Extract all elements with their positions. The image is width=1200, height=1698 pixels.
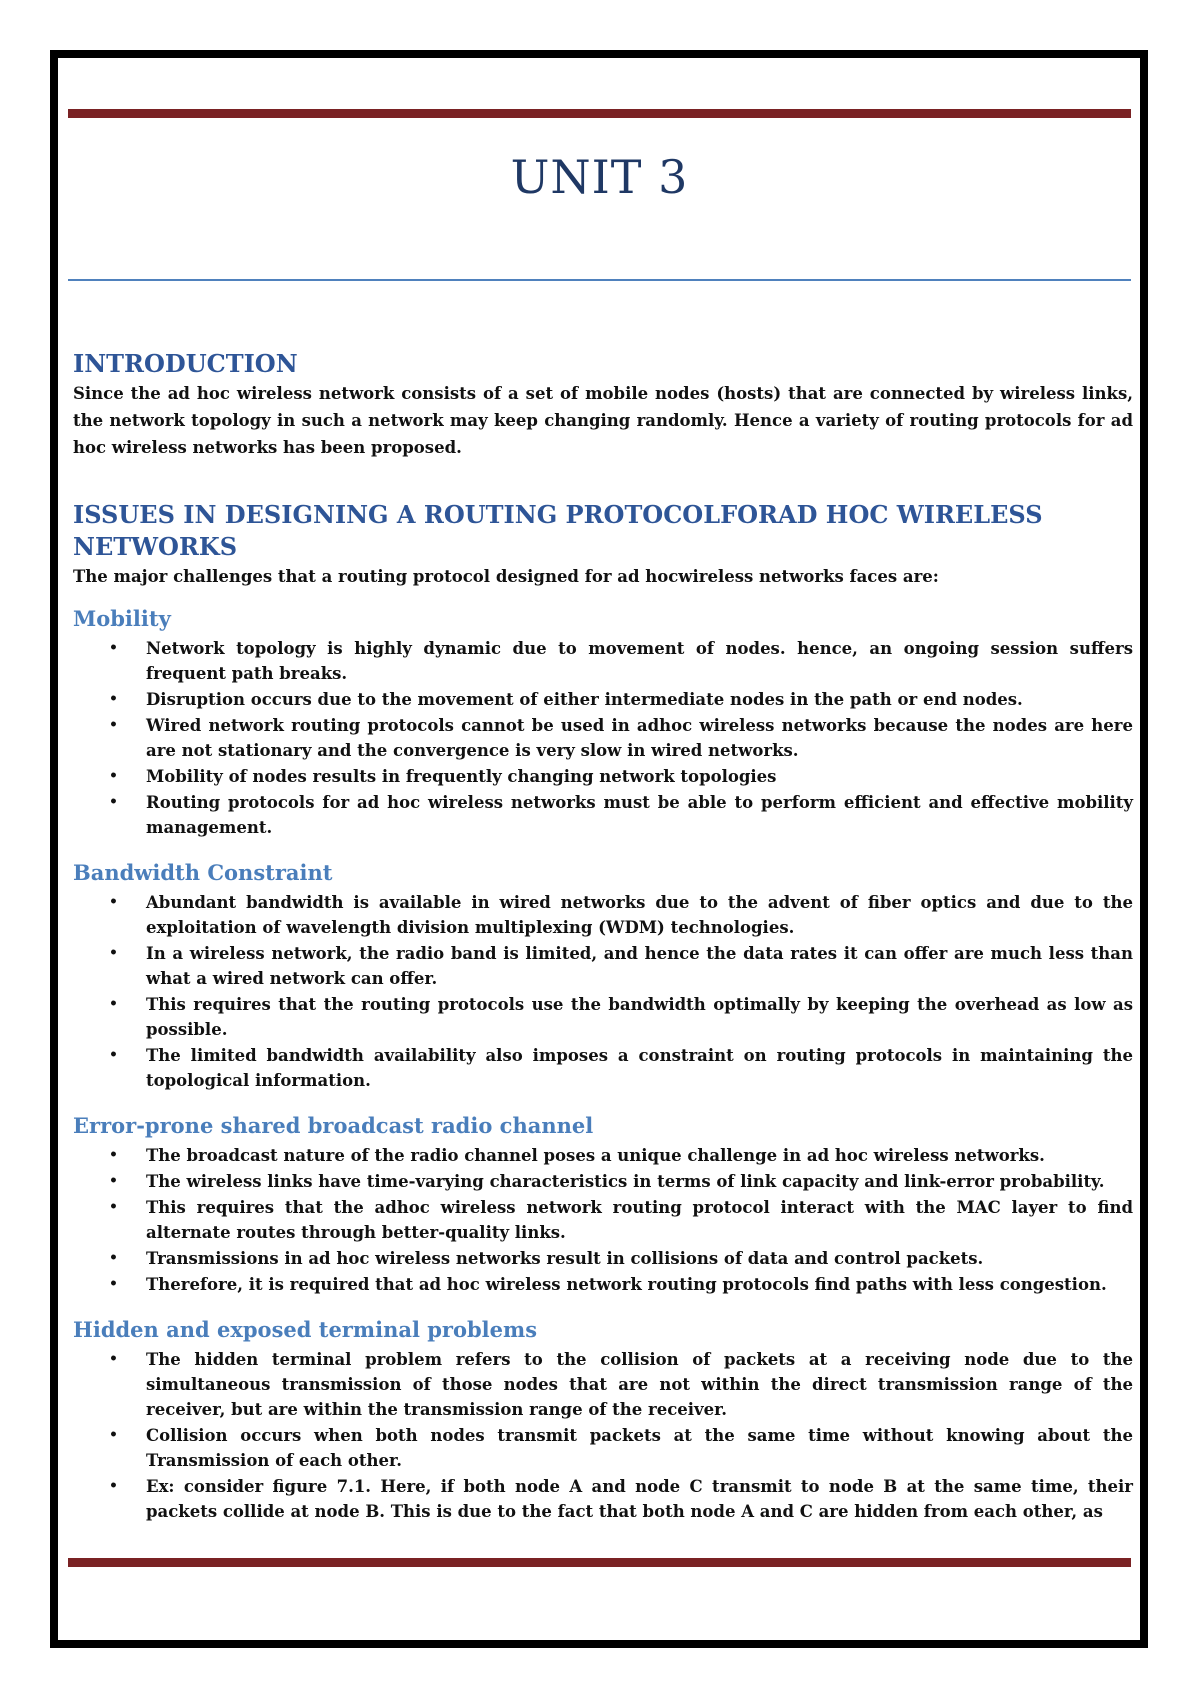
bullet-icon: •	[109, 945, 118, 961]
list-item: • In a wireless network, the radio band is limited, and hence the data rates it can offer are much less than what a wired network can offer.	[73, 941, 1133, 991]
section-heading: Bandwidth Constraint	[73, 860, 333, 885]
bullet-icon: •	[109, 1351, 118, 1367]
bullet-list	[73, 636, 1133, 840]
bullet-icon: •	[109, 1047, 118, 1063]
list-item: • Mobility of nodes results in frequently changing network topologies	[73, 764, 1133, 789]
list-item: • Collision occurs when both nodes transmit packets at the same time without knowing about the Transmission of each other.	[73, 1423, 1133, 1473]
bullet-list	[73, 1143, 1133, 1297]
list-item: • Transmissions in ad hoc wireless networks result in collisions of data and control packets.	[73, 1246, 1133, 1271]
bullet-icon: •	[109, 768, 118, 784]
section-heading: Hidden and exposed terminal problems	[73, 1317, 538, 1342]
bullet-icon: •	[109, 894, 118, 910]
list-item: • This requires that the adhoc wireless network routing protocol interact with the MAC layer to find alternate routes through better-quality links.	[73, 1195, 1133, 1245]
top-rule	[68, 109, 1131, 118]
section-heading: Error-prone shared broadcast radio channel	[73, 1113, 594, 1138]
section-error-prone	[73, 1111, 1133, 1297]
document-body	[73, 348, 1133, 1525]
list-item: • The limited bandwidth availability also imposes a constraint on routing protocols in maintaining the topological information.	[73, 1043, 1133, 1093]
bullet-icon: •	[109, 794, 118, 810]
list-item: • The wireless links have time-varying characteristics in terms of link capacity and link-error probability.	[73, 1169, 1133, 1194]
issues-heading: ISSUES IN DESIGNING A ROUTING PROTOCOLFORAD HOC WIRELESS NETWORKS	[73, 500, 1043, 561]
list-item: • Ex: consider figure 7.1. Here, if both node A and node C transmit to node B at the same time, their packets collide at node B. This is due to the fact that both node A and C are hidden from each other, as	[73, 1474, 1133, 1524]
list-item: • Therefore, it is required that ad hoc wireless network routing protocols find paths with less congestion.	[73, 1272, 1133, 1297]
list-item: • The hidden terminal problem refers to the collision of packets at a receiving node due to the simultaneous transmission of those nodes that are not within the direct transmission range of the receiver, but are within the transmission range of the receiver.	[73, 1347, 1133, 1422]
bullet-icon: •	[109, 717, 118, 733]
list-item: • Routing protocols for ad hoc wireless networks must be able to perform efficient and effective mobility management.	[73, 790, 1133, 840]
list-item: • This requires that the routing protocols use the bandwidth optimally by keeping the overhead as low as possible.	[73, 992, 1133, 1042]
section-heading: Mobility	[73, 606, 171, 631]
bullet-icon: •	[109, 691, 118, 707]
bullet-list	[73, 890, 1133, 1093]
section-bandwidth	[73, 858, 1133, 1093]
bullet-icon: •	[109, 640, 118, 656]
bullet-icon: •	[109, 996, 118, 1012]
intro-paragraph: Since the ad hoc wireless network consists of a set of mobile nodes (hosts) that are connected by wireless links, the network topology in such a network may keep changing randomly. Hence a variety of routing protocols for ad hoc wireless networks has been proposed.	[73, 384, 1133, 457]
bullet-list	[73, 1347, 1133, 1524]
list-item: • Disruption occurs due to the movement of either intermediate nodes in the path or end nodes.	[73, 687, 1133, 712]
title-underline	[68, 279, 1131, 281]
section-mobility	[73, 604, 1133, 840]
bullet-icon: •	[109, 1276, 118, 1292]
list-item: • Abundant bandwidth is available in wired networks due to the advent of fiber optics and due to the exploitation of wavelength division multiplexing (WDM) technologies.	[73, 890, 1133, 940]
list-item: • The broadcast nature of the radio channel poses a unique challenge in ad hoc wireless networks.	[73, 1143, 1133, 1168]
page-title: UNIT 3	[510, 150, 689, 204]
bullet-icon: •	[109, 1250, 118, 1266]
bullet-icon: •	[109, 1199, 118, 1215]
bottom-rule	[68, 1558, 1131, 1567]
section-hidden-terminal	[73, 1315, 1133, 1524]
list-item: • Network topology is highly dynamic due to movement of nodes. hence, an ongoing session suffers frequent path breaks.	[73, 636, 1133, 686]
bullet-icon: •	[109, 1147, 118, 1163]
bullet-icon: •	[109, 1173, 118, 1189]
issues-paragraph: The major challenges that a routing protocol designed for ad hocwireless networks faces are:	[73, 567, 939, 586]
bullet-icon: •	[109, 1478, 118, 1494]
bullet-icon: •	[109, 1427, 118, 1443]
list-item: • Wired network routing protocols cannot be used in adhoc wireless networks because the nodes are here are not stationary and the convergence is very slow in wired networks.	[73, 713, 1133, 763]
intro-heading: INTRODUCTION	[73, 349, 298, 378]
